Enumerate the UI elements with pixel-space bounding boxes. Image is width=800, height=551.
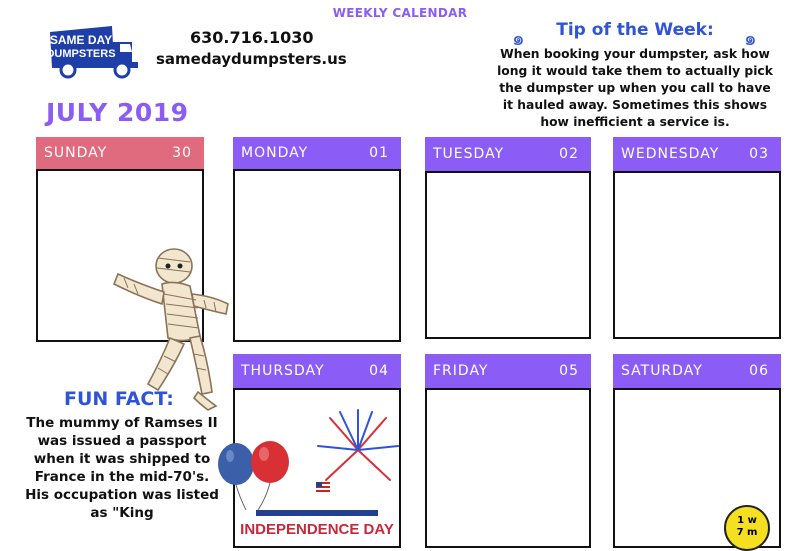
day-header-tuesday bbox=[425, 137, 591, 171]
fun-fact-title: FUN FACT: bbox=[64, 388, 174, 410]
day-date: 03 bbox=[749, 146, 769, 162]
badge-line2: 7 m bbox=[736, 527, 758, 538]
website-link[interactable]: samedaydumpsters.us bbox=[156, 50, 347, 68]
company-logo bbox=[48, 24, 146, 80]
week-badge bbox=[724, 505, 770, 551]
day-header-sunday bbox=[36, 137, 204, 169]
american-flag-icon bbox=[316, 482, 330, 492]
day-header-thursday bbox=[233, 354, 401, 388]
day-name: TUESDAY bbox=[433, 146, 505, 162]
day-name: SATURDAY bbox=[621, 363, 703, 379]
month-label: JULY 2019 bbox=[46, 98, 189, 127]
fun-fact-body: The mummy of Ramses II was issued a passport when it was shipped to France in the mid-70's. His occupation was listed as "King bbox=[25, 415, 219, 521]
day-date: 01 bbox=[369, 145, 389, 161]
day-cell-friday[interactable] bbox=[425, 388, 591, 548]
swirl-left-icon: ๑ bbox=[512, 26, 525, 50]
day-name: WEDNESDAY bbox=[621, 146, 720, 162]
tip-body: When booking your dumpster, ask how long it would take them to actually pick the dumpster up when you call to have it hauled away. Sometimes this shows how inefficient a service is. bbox=[497, 47, 773, 129]
day-date: 06 bbox=[749, 363, 769, 379]
swirl-right-icon: ๑ bbox=[744, 26, 757, 50]
phone-number[interactable]: 630.716.1030 bbox=[190, 28, 314, 47]
logo-line1: SAME DAY bbox=[49, 33, 113, 47]
independence-day-text: INDEPENDENCE DAY bbox=[240, 521, 394, 538]
day-header-friday bbox=[425, 354, 591, 388]
day-cell-monday[interactable] bbox=[233, 169, 401, 342]
day-date: 05 bbox=[559, 363, 579, 379]
day-header-saturday bbox=[613, 354, 781, 388]
day-name: FRIDAY bbox=[433, 363, 489, 379]
day-cell-tuesday[interactable] bbox=[425, 171, 591, 339]
day-date: 30 bbox=[172, 145, 192, 161]
day-name: SUNDAY bbox=[44, 145, 108, 161]
dumpster-truck-logo bbox=[48, 24, 146, 80]
day-header-monday bbox=[233, 137, 401, 169]
day-date: 04 bbox=[369, 363, 389, 379]
balloons-illustration bbox=[214, 440, 296, 510]
day-name: THURSDAY bbox=[241, 363, 325, 379]
day-date: 02 bbox=[559, 146, 579, 162]
page-title: WEEKLY CALENDAR bbox=[332, 6, 468, 20]
tip-title: Tip of the Week: bbox=[556, 20, 714, 40]
badge-line1: 1 w bbox=[737, 515, 757, 526]
day-name: MONDAY bbox=[241, 145, 309, 161]
logo-line2: DUMPSTERS bbox=[46, 48, 116, 60]
independence-day-banner bbox=[240, 508, 394, 540]
day-cell-wednesday[interactable] bbox=[613, 171, 781, 339]
day-header-wednesday bbox=[613, 137, 781, 171]
